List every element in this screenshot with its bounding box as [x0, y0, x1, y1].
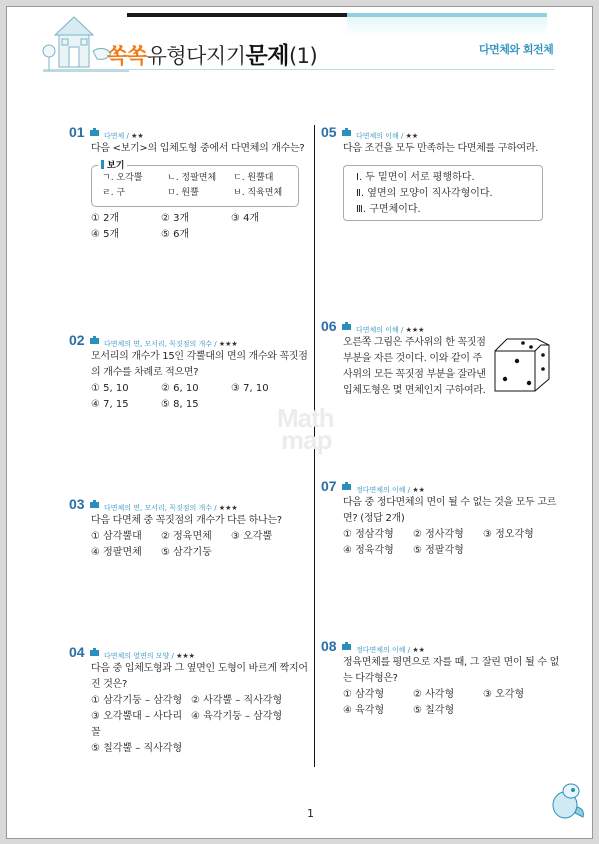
choice: ⑤ 6개 [161, 229, 190, 240]
choice: ② 정사각형 [413, 529, 464, 540]
question-text: 다음 조건을 모두 만족하는 다면체를 구하여라. [343, 143, 539, 154]
title-part-number: (1) [288, 44, 318, 68]
choice: ③ 정오각형 [483, 529, 534, 540]
question-category: 다면체의 이해 [356, 132, 399, 140]
bogi-item: ㄱ. 오각뿔 [102, 173, 143, 183]
condition-item: Ⅰ. 두 밑면이 서로 평행하다. [356, 172, 475, 183]
question-04 [69, 645, 309, 757]
question-header: 02 다면체의 면, 모서리, 꼭짓점의 개수 / ★★★ [69, 332, 238, 348]
choice: ① 정삼각형 [343, 529, 394, 540]
question-number: 02 [69, 332, 85, 348]
difficulty-stars: ★★★ [218, 504, 238, 512]
choice: ⑤ 칠각형 [413, 705, 455, 716]
bogi-item: ㅂ. 직육면체 [233, 188, 283, 198]
choice: ② 사각형 [413, 689, 455, 700]
question-01 [69, 125, 309, 243]
difficulty-stars: ★★ [412, 486, 425, 494]
question-text: 다음 <보기>의 입체도형 중에서 다면체의 개수는? [91, 143, 305, 154]
question-category: 다면체 [104, 132, 125, 140]
title-part-bold: 문제 [245, 43, 289, 69]
puzzle-icon [89, 127, 100, 137]
choice: ② 3개 [161, 213, 190, 224]
question-header: 08 정다면체의 이해 / ★★ [321, 638, 425, 654]
question-text: 다음 다면체 중 꼭짓점의 개수가 다른 하나는? [91, 515, 282, 526]
puzzle-icon [89, 335, 100, 345]
question-category: 다면체의 옆면의 모양 [104, 652, 170, 660]
choice: ⑤ 칠각뿔 – 직사각형 [91, 743, 183, 754]
question-07 [321, 479, 571, 559]
question-category: 정다면체의 이해 [356, 646, 406, 654]
truncated-die-figure [491, 331, 559, 395]
puzzle-icon [89, 647, 100, 657]
difficulty-stars: ★★★ [176, 652, 195, 660]
question-number: 05 [321, 124, 337, 140]
question-category: 다면체의 이해 [356, 326, 399, 334]
question-text: 모서리의 개수가 15인 각뿔대의 면의 개수와 꼭짓점 의 개수를 차례로 적으면? [91, 351, 308, 378]
condition-item: Ⅲ. 구면체이다. [356, 204, 421, 215]
choice: ④ 정육각형 [343, 545, 394, 556]
header-gradient [347, 17, 547, 37]
choice: ① 2개 [91, 213, 120, 224]
title-part-plain: 유형다지기 [146, 44, 246, 68]
question-number: 06 [321, 318, 337, 334]
question-03 [69, 497, 309, 561]
title-part-orange: 쏙쏙 [107, 44, 147, 68]
mathmap-watermark [277, 403, 334, 455]
choice-list [91, 211, 309, 243]
question-header: 07 정다면체의 이해 / ★★ [321, 478, 425, 494]
question-02 [69, 333, 309, 413]
choice: ① 삼각뿔대 [91, 531, 142, 542]
choice: ④ 7, 15 [91, 399, 129, 410]
question-header: 04 다면체의 옆면의 모양 / ★★★ [69, 644, 195, 660]
bogi-label: 보기 [107, 161, 125, 171]
question-text: 다음 중 정다면체의 면이 될 수 없는 것을 모두 고르 면? (정답 2개) [343, 497, 557, 524]
bogi-item: ㅁ. 원뿔 [167, 188, 199, 198]
choice: ① 삼각형 [343, 689, 385, 700]
bogi-item: ㄹ. 구 [102, 188, 126, 198]
question-header: 06 다면체의 이해 / ★★★ [321, 318, 425, 334]
choice: ④ 육각형 [343, 705, 385, 716]
conditions-box [343, 165, 543, 221]
choice-list [343, 687, 571, 719]
difficulty-stars: ★★ [405, 132, 419, 140]
choice-list [91, 693, 309, 757]
choice: ⑤ 8, 15 [161, 399, 199, 410]
question-number: 03 [69, 496, 85, 512]
question-category: 정다면체의 이해 [356, 486, 406, 494]
difficulty-stars: ★★★ [405, 326, 425, 334]
question-header: 03 다면체의 면, 모서리, 꼭짓점의 개수 / ★★★ [69, 496, 238, 512]
difficulty-stars: ★★ [412, 646, 425, 654]
question-05 [321, 125, 571, 221]
puzzle-icon [89, 499, 100, 509]
choice: ⑤ 정팔각형 [413, 545, 464, 556]
condition-item: Ⅱ. 옆면의 모양이 직사각형이다. [356, 188, 493, 199]
puzzle-icon [341, 321, 352, 331]
bogi-item: ㄴ. 정팔면체 [167, 173, 217, 183]
header-rule [43, 69, 555, 70]
choice: ③ 오각뿔 [231, 531, 273, 542]
watermark-line: map [281, 425, 332, 455]
question-text: 다음 중 입체도형과 그 옆면인 도형이 바르게 짝지어 진 것은? [91, 663, 308, 690]
choice: ② 6, 10 [161, 383, 199, 394]
character-mascot-icon [547, 777, 587, 822]
choice: ④ 육각기둥 – 삼각형 [191, 711, 283, 722]
choice: ③ 오각뿔대 – 사다리꼴 [91, 711, 183, 738]
bogi-marker [101, 160, 104, 169]
choice: ② 정육면체 [161, 531, 212, 542]
question-08 [321, 639, 571, 719]
question-header: 01 다면체 / ★★ [69, 124, 144, 140]
worksheet-page [6, 6, 593, 839]
page-title [107, 37, 317, 70]
choice: ① 5, 10 [91, 383, 129, 394]
question-number: 07 [321, 478, 337, 494]
choice: ③ 4개 [231, 213, 260, 224]
choice: ③ 7, 10 [231, 383, 269, 394]
chapter-label: 다면체와 회전체 [479, 43, 554, 56]
puzzle-icon [341, 641, 352, 651]
choice-list [91, 529, 309, 561]
difficulty-stars: ★★★ [218, 340, 238, 348]
question-category: 다면체의 면, 모서리, 꼭짓점의 개수 [104, 504, 213, 512]
question-text: 정육면체를 평면으로 자를 때, 그 잘린 면이 될 수 없 는 다각형은? [343, 657, 559, 684]
choice: ④ 5개 [91, 229, 120, 240]
question-number: 04 [69, 644, 85, 660]
page-number: 1 [307, 807, 314, 820]
choice: ③ 오각형 [483, 689, 525, 700]
watermark-line: Math [277, 403, 334, 433]
choice: ④ 정팔면체 [91, 547, 142, 558]
choice: ⑤ 삼각기둥 [161, 547, 212, 558]
choice-list [343, 527, 571, 559]
puzzle-icon [341, 127, 352, 137]
question-text: 오른쪽 그림은 주사위의 한 꼭짓점 부분을 자른 것이다. 이와 같이 주 사위의 모든 꼭짓점 부분을 잘라낸 입체도형은 몇 면체인지 구하여라. [343, 337, 486, 396]
header-bar-dark [127, 13, 347, 17]
bogi-item: ㄷ. 원뿔대 [233, 173, 274, 183]
difficulty-stars: ★★ [131, 132, 144, 140]
question-number: 08 [321, 638, 337, 654]
question-number: 01 [69, 124, 85, 140]
choice: ② 사각뿔 – 직사각형 [191, 695, 283, 706]
puzzle-icon [341, 481, 352, 491]
bogi-box [91, 161, 299, 207]
choice: ① 삼각기둥 – 삼각형 [91, 695, 183, 706]
question-header: 05 다면체의 이해 / ★★ [321, 124, 419, 140]
question-category: 다면체의 면, 모서리, 꼭짓점의 개수 [104, 340, 213, 348]
